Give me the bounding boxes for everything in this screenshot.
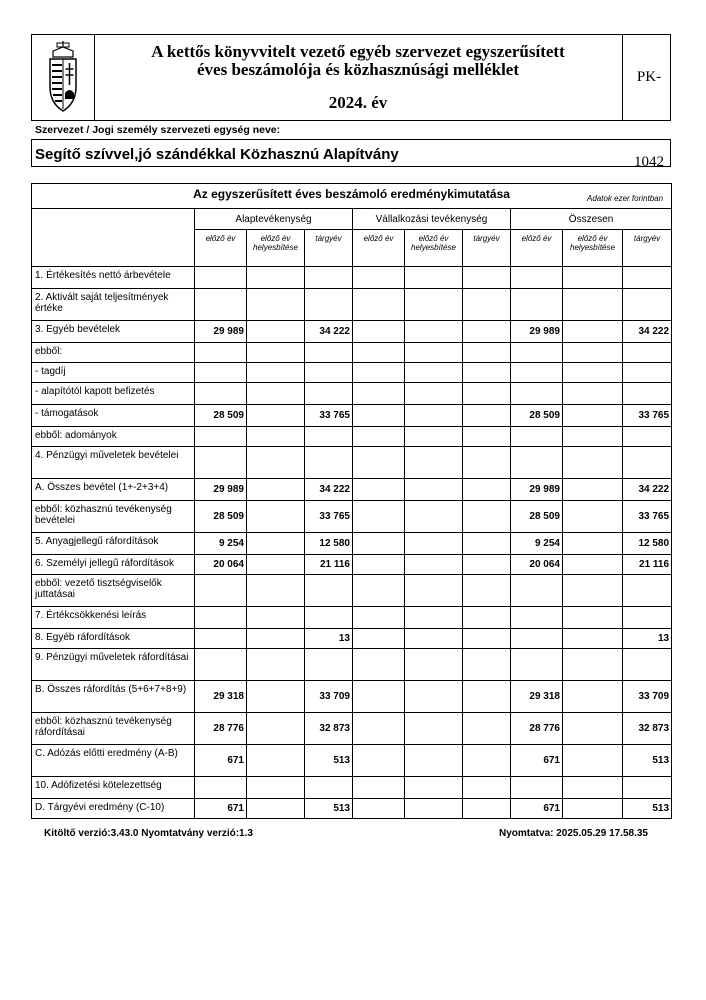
value-cell	[353, 501, 405, 533]
value-cell	[353, 363, 405, 383]
value-cell	[247, 479, 305, 501]
subcol-prev-year-correction: előző év helyesbítése	[247, 230, 305, 267]
table-row	[32, 267, 672, 289]
value-cell	[563, 321, 623, 343]
row-label: 7. Értékcsökkenési leírás	[32, 607, 195, 629]
value-cell	[247, 405, 305, 427]
table-row	[32, 321, 672, 343]
value-cell	[405, 267, 463, 289]
value-cell	[247, 447, 305, 479]
value-cell	[511, 289, 563, 321]
value-cell	[247, 713, 305, 745]
value-cell: 33 765	[305, 405, 353, 427]
value-cell	[405, 555, 463, 575]
row-label: 8. Egyéb ráfordítások	[32, 629, 195, 649]
table-row	[32, 405, 672, 427]
value-cell	[563, 629, 623, 649]
value-cell	[623, 383, 672, 405]
value-cell	[623, 447, 672, 479]
value-cell: 12 580	[305, 533, 353, 555]
value-cell	[353, 777, 405, 799]
value-cell	[405, 713, 463, 745]
table-row	[32, 799, 672, 819]
crest-box	[32, 35, 95, 120]
table-row	[32, 383, 672, 405]
value-cell	[511, 267, 563, 289]
row-label: 2. Aktivált saját teljesítmények értéke	[32, 289, 195, 321]
value-cell: 34 222	[305, 321, 353, 343]
value-cell: 32 873	[623, 713, 672, 745]
value-cell	[623, 607, 672, 629]
value-cell	[195, 383, 247, 405]
table-row	[32, 649, 672, 681]
value-cell	[353, 343, 405, 363]
value-cell	[463, 533, 511, 555]
value-cell: 671	[195, 745, 247, 777]
title-line-1: A kettős könyvvitelt vezető egyéb szervezet egyszerűsített	[151, 42, 565, 61]
value-cell	[463, 501, 511, 533]
value-cell	[305, 649, 353, 681]
value-cell	[405, 289, 463, 321]
value-cell	[405, 479, 463, 501]
table-row	[32, 777, 672, 799]
value-cell	[511, 629, 563, 649]
value-cell	[563, 447, 623, 479]
value-cell	[247, 289, 305, 321]
value-cell	[353, 479, 405, 501]
value-cell	[247, 321, 305, 343]
subcol-current-year: tárgyév	[623, 230, 672, 267]
value-cell: 33 765	[623, 501, 672, 533]
value-cell	[353, 649, 405, 681]
row-label: ebből: közhasznú tevékenység bevételei	[32, 501, 195, 533]
value-cell	[463, 799, 511, 819]
value-cell	[563, 555, 623, 575]
value-cell	[405, 777, 463, 799]
table-row	[32, 575, 672, 607]
row-label: ebből: vezető tisztségviselők juttatásai	[32, 575, 195, 607]
statement-caption	[32, 184, 672, 209]
value-cell: 20 064	[511, 555, 563, 575]
table-row	[32, 501, 672, 533]
value-cell: 13	[305, 629, 353, 649]
value-cell	[247, 575, 305, 607]
value-cell	[353, 575, 405, 607]
value-cell	[563, 681, 623, 713]
value-cell	[463, 447, 511, 479]
value-cell: 33 765	[623, 405, 672, 427]
value-cell	[195, 575, 247, 607]
value-cell	[563, 383, 623, 405]
table-row	[32, 289, 672, 321]
value-cell: 671	[511, 745, 563, 777]
value-cell: 513	[305, 745, 353, 777]
table-row	[32, 447, 672, 479]
value-cell	[463, 777, 511, 799]
value-cell	[353, 629, 405, 649]
value-cell: 513	[623, 745, 672, 777]
row-label: 9. Pénzügyi műveletek ráfordításai	[32, 649, 195, 681]
value-cell	[405, 533, 463, 555]
table-row	[32, 479, 672, 501]
value-cell: 671	[511, 799, 563, 819]
value-cell	[463, 607, 511, 629]
value-cell	[353, 555, 405, 575]
form-code: PK-1042	[622, 35, 671, 120]
value-cell	[247, 533, 305, 555]
value-cell	[463, 575, 511, 607]
row-label: ebből: adományok	[32, 427, 195, 447]
value-cell	[195, 289, 247, 321]
value-cell	[623, 267, 672, 289]
value-cell: 513	[305, 799, 353, 819]
value-cell	[405, 501, 463, 533]
print-timestamp: Nyomtatva: 2025.05.29 17.58.35	[499, 828, 648, 839]
value-cell	[353, 321, 405, 343]
value-cell	[511, 383, 563, 405]
value-cell	[305, 383, 353, 405]
value-cell	[195, 629, 247, 649]
row-label: 1. Értékesítés nettó árbevétele	[32, 267, 195, 289]
value-cell	[247, 383, 305, 405]
value-cell	[195, 267, 247, 289]
value-cell: 29 318	[511, 681, 563, 713]
value-cell	[247, 607, 305, 629]
value-cell: 12 580	[623, 533, 672, 555]
table-row	[32, 681, 672, 713]
value-cell: 21 116	[623, 555, 672, 575]
value-cell: 34 222	[623, 479, 672, 501]
value-cell: 34 222	[623, 321, 672, 343]
value-cell	[353, 447, 405, 479]
value-cell: 671	[195, 799, 247, 819]
table-row	[32, 363, 672, 383]
value-cell: 33 765	[305, 501, 353, 533]
value-cell: 28 776	[511, 713, 563, 745]
value-cell	[353, 799, 405, 819]
value-cell	[305, 267, 353, 289]
value-cell	[195, 427, 247, 447]
value-cell	[511, 607, 563, 629]
value-cell	[563, 607, 623, 629]
form-title	[94, 35, 622, 120]
software-version: Kitöltő verzió:3.43.0 Nyomtatvány verzió:1.3	[44, 828, 253, 839]
value-cell	[511, 447, 563, 479]
value-cell	[563, 777, 623, 799]
value-cell	[405, 343, 463, 363]
value-cell	[195, 343, 247, 363]
value-cell	[353, 289, 405, 321]
group-header-business: Vállalkozási tevékenység	[353, 209, 511, 230]
value-cell	[563, 501, 623, 533]
value-cell: 28 776	[195, 713, 247, 745]
value-cell	[247, 681, 305, 713]
subcol-prev-year-correction: előző év helyesbítése	[563, 230, 623, 267]
row-label: B. Összes ráfordítás (5+6+7+8+9)	[32, 681, 195, 713]
row-label: 5. Anyagjellegű ráfordítások	[32, 533, 195, 555]
value-cell	[563, 713, 623, 745]
value-cell	[247, 427, 305, 447]
value-cell: 29 989	[195, 321, 247, 343]
value-cell	[405, 681, 463, 713]
value-cell	[305, 575, 353, 607]
value-cell	[247, 555, 305, 575]
value-cell: 29 989	[195, 479, 247, 501]
value-cell	[247, 501, 305, 533]
value-cell	[463, 745, 511, 777]
table-row	[32, 713, 672, 745]
value-cell: 29 989	[511, 479, 563, 501]
group-header-basic: Alaptevékenység	[195, 209, 353, 230]
value-cell	[247, 629, 305, 649]
table-row	[32, 629, 672, 649]
hungarian-coat-of-arms-icon	[47, 41, 79, 113]
value-cell	[353, 427, 405, 447]
value-cell	[563, 289, 623, 321]
row-label: 4. Pénzügyi műveletek bevételei	[32, 447, 195, 479]
value-cell	[463, 555, 511, 575]
value-cell	[563, 745, 623, 777]
value-cell	[247, 363, 305, 383]
row-label: 6. Személyi jellegű ráfordítások	[32, 555, 195, 575]
value-cell	[511, 343, 563, 363]
value-cell	[563, 649, 623, 681]
value-cell: 513	[623, 799, 672, 819]
value-cell	[353, 713, 405, 745]
table-row	[32, 745, 672, 777]
value-cell: 21 116	[305, 555, 353, 575]
value-cell: 20 064	[195, 555, 247, 575]
row-label: - támogatások	[32, 405, 195, 427]
value-cell	[195, 363, 247, 383]
row-label: - alapítótól kapott befizetés	[32, 383, 195, 405]
value-cell	[353, 405, 405, 427]
value-cell	[563, 405, 623, 427]
value-cell	[405, 607, 463, 629]
subcol-prev-year: előző év	[195, 230, 247, 267]
value-cell	[463, 427, 511, 447]
subcol-prev-year-correction: előző év helyesbítése	[405, 230, 463, 267]
row-label: ebből:	[32, 343, 195, 363]
value-cell	[195, 607, 247, 629]
value-cell	[247, 777, 305, 799]
table-row	[32, 427, 672, 447]
value-cell	[511, 777, 563, 799]
value-cell	[463, 321, 511, 343]
value-cell	[353, 383, 405, 405]
value-cell	[623, 777, 672, 799]
value-cell	[463, 629, 511, 649]
title-line-2: éves beszámolója és közhasznúsági melléklet	[196, 60, 520, 79]
value-cell	[563, 363, 623, 383]
value-cell	[463, 343, 511, 363]
value-cell	[353, 681, 405, 713]
statement-title: Az egyszerűsített éves beszámoló eredménykimutatása	[193, 187, 510, 201]
value-cell: 32 873	[305, 713, 353, 745]
subcol-current-year: tárgyév	[305, 230, 353, 267]
value-cell	[623, 649, 672, 681]
table-row	[32, 533, 672, 555]
value-cell	[305, 607, 353, 629]
row-label: 10. Adófizetési kötelezettség	[32, 777, 195, 799]
row-label-header	[32, 209, 195, 267]
value-cell	[463, 383, 511, 405]
table-row	[32, 607, 672, 629]
value-cell: 28 509	[511, 405, 563, 427]
value-cell: 28 509	[195, 501, 247, 533]
value-cell	[405, 447, 463, 479]
value-cell	[405, 405, 463, 427]
value-cell	[405, 575, 463, 607]
value-cell	[463, 681, 511, 713]
value-cell: 28 509	[195, 405, 247, 427]
value-cell	[563, 479, 623, 501]
value-cell	[305, 777, 353, 799]
subcol-current-year: tárgyév	[463, 230, 511, 267]
value-cell: 28 509	[511, 501, 563, 533]
value-cell	[247, 267, 305, 289]
subcol-prev-year: előző év	[511, 230, 563, 267]
value-cell	[195, 447, 247, 479]
value-cell	[305, 343, 353, 363]
value-cell	[511, 649, 563, 681]
value-cell	[405, 383, 463, 405]
row-label: D. Tárgyévi eredmény (C-10)	[32, 799, 195, 819]
value-cell	[353, 745, 405, 777]
value-cell	[623, 343, 672, 363]
value-cell: 29 989	[511, 321, 563, 343]
value-cell	[195, 777, 247, 799]
value-cell: 34 222	[305, 479, 353, 501]
statement-unit: Adatok ezer forintban	[587, 194, 664, 203]
value-cell: 33 709	[305, 681, 353, 713]
value-cell: 9 254	[195, 533, 247, 555]
value-cell	[563, 533, 623, 555]
value-cell	[463, 713, 511, 745]
form-year: 2024. év	[328, 93, 388, 112]
value-cell	[463, 289, 511, 321]
value-cell	[405, 649, 463, 681]
value-cell	[511, 427, 563, 447]
value-cell	[463, 405, 511, 427]
value-cell	[623, 289, 672, 321]
value-cell	[353, 267, 405, 289]
value-cell	[247, 343, 305, 363]
value-cell	[563, 427, 623, 447]
value-cell: 13	[623, 629, 672, 649]
row-label: C. Adózás előtti eredmény (A-B)	[32, 745, 195, 777]
value-cell	[305, 289, 353, 321]
row-label: 3. Egyéb bevételek	[32, 321, 195, 343]
value-cell	[405, 363, 463, 383]
row-label: ebből: közhasznú tevékenység ráfordításai	[32, 713, 195, 745]
value-cell: 9 254	[511, 533, 563, 555]
value-cell	[463, 479, 511, 501]
value-cell	[405, 321, 463, 343]
group-header-total: Összesen	[511, 209, 672, 230]
value-cell	[247, 799, 305, 819]
value-cell	[511, 363, 563, 383]
value-cell	[463, 267, 511, 289]
value-cell	[563, 575, 623, 607]
value-cell	[463, 363, 511, 383]
value-cell	[247, 649, 305, 681]
value-cell	[405, 745, 463, 777]
value-cell	[463, 649, 511, 681]
value-cell	[563, 267, 623, 289]
value-cell	[405, 629, 463, 649]
value-cell	[623, 363, 672, 383]
value-cell	[405, 427, 463, 447]
income-statement-table	[31, 183, 672, 819]
subcol-prev-year: előző év	[353, 230, 405, 267]
value-cell	[405, 799, 463, 819]
value-cell	[353, 533, 405, 555]
value-cell	[195, 649, 247, 681]
value-cell	[305, 427, 353, 447]
table-row	[32, 555, 672, 575]
value-cell	[563, 343, 623, 363]
value-cell	[623, 427, 672, 447]
value-cell	[353, 607, 405, 629]
row-label: - tagdíj	[32, 363, 195, 383]
row-label: A. Összes bevétel (1+-2+3+4)	[32, 479, 195, 501]
value-cell	[305, 363, 353, 383]
value-cell	[247, 745, 305, 777]
value-cell	[563, 799, 623, 819]
value-cell	[511, 575, 563, 607]
value-cell	[623, 575, 672, 607]
value-cell: 29 318	[195, 681, 247, 713]
value-cell: 33 709	[623, 681, 672, 713]
table-row	[32, 343, 672, 363]
org-label: Szervezet / Jogi személy szervezeti egység neve:	[35, 124, 281, 136]
value-cell	[305, 447, 353, 479]
org-name: Segítő szívvel,jó szándékkal Közhasznú Alapítvány	[31, 139, 671, 167]
